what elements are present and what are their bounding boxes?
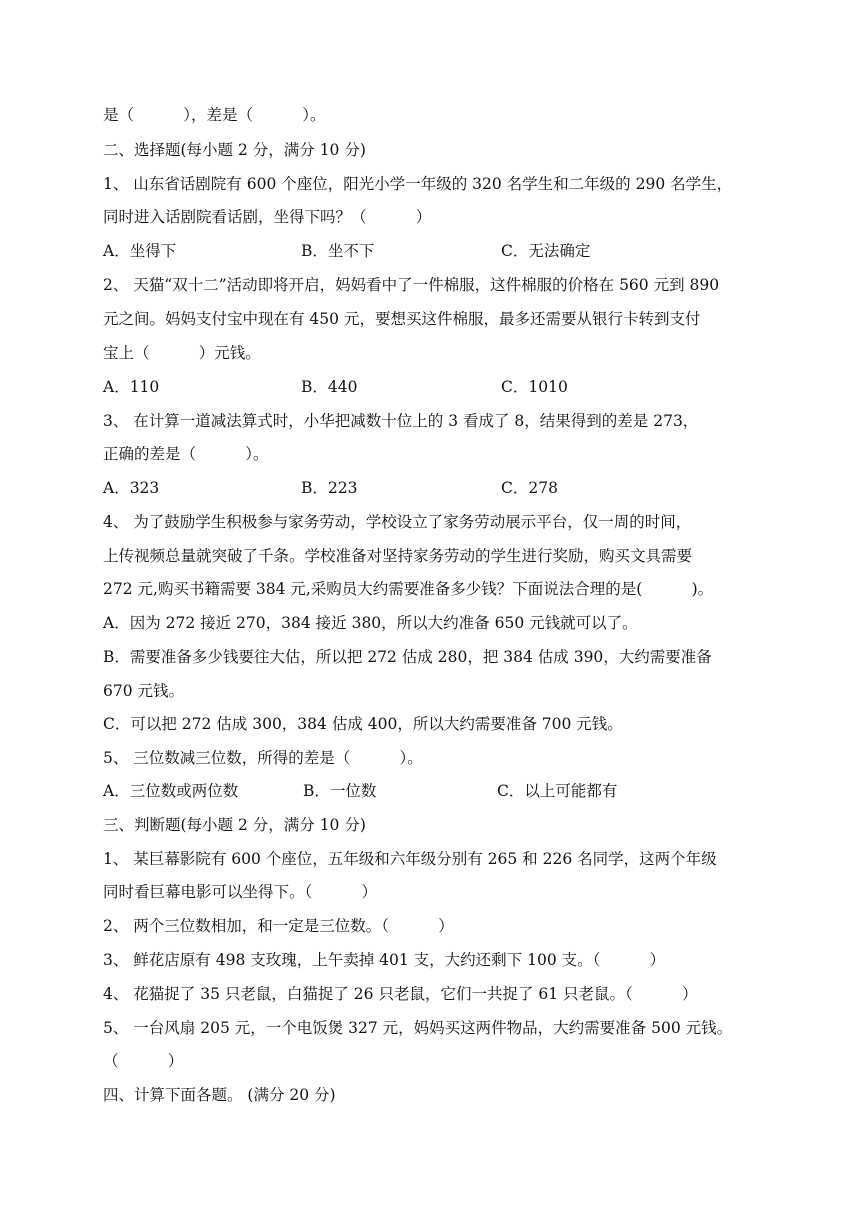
section-heading-calculation: 四、计算下面各题。 (满分 20 分) [103, 1086, 336, 1104]
question-2-text-cont: 宝上（ ）元钱。 [103, 344, 261, 362]
option-a: A．323 [103, 479, 160, 497]
option-a: A．三位数或两位数 [103, 782, 239, 800]
judgement-5-text: 5、 一台风扇 205 元，一个电饭煲 327 元，妈妈买这两件物品，大约需要准备 500 元钱。 [103, 1019, 733, 1037]
option-b: B．223 [301, 479, 358, 497]
option-a: A．坐得下 [103, 242, 177, 260]
question-1-text-cont: 同时进入话剧院看话剧，坐得下吗？（ ） [103, 208, 432, 226]
option-c: C．1010 [501, 378, 568, 396]
question-2-text-cont: 元之间。妈妈支付宝中现在有 450 元，要想买这件棉服，最多还需要从银行卡转到支付 [103, 310, 701, 328]
option-c: C．无法确定 [501, 242, 591, 260]
judgement-5-text-cont: （ ） [103, 1052, 184, 1070]
section-heading-choice: 二、选择题(每小题 2 分，满分 10 分) [103, 141, 366, 159]
judgement-1-text: 1、 某巨幕影院有 600 个座位，五年级和六年级分别有 265 和 226 名同学，这两个年级 [103, 850, 717, 868]
question-5-options [103, 780, 763, 802]
question-4-text-cont: 上传视频总量就突破了千条。学校准备对坚持家务劳动的学生进行奖励，购买文具需要 [103, 547, 693, 565]
section-heading-judgement: 三、判断题(每小题 2 分，满分 10 分) [103, 816, 366, 834]
question-4-text-cont: 272 元,购买书籍需要 384 元,采购员大约需要准备多少钱？下面说法合理的是( )。 [103, 580, 714, 598]
option-c: C．278 [501, 479, 558, 497]
option-c: C．以上可能都有 [497, 782, 618, 800]
question-4-option-b: B．需要准备多少钱要往大估，所以把 272 估成 280，把 384 估成 390，大约需要准备 [103, 648, 712, 666]
question-2-text: 2、 天猫“双十二”活动即将开启，妈妈看中了一件棉服，这件棉服的价格在 560 元到 890 [103, 276, 720, 294]
judgement-4-text: 4、 花猫捉了 35 只老鼠，白猫捉了 26 只老鼠，它们一共捉了 61 只老鼠。（ ） [103, 985, 698, 1003]
question-1-options [103, 240, 763, 262]
option-a: A．110 [103, 378, 160, 396]
question-1-text: 1、 山东省话剧院有 600 个座位，阳光小学一年级的 320 名学生和二年级的 290 名学生， [103, 175, 733, 193]
option-b: B．440 [301, 378, 358, 396]
question-4-option-b-cont: 670 元钱。 [103, 682, 185, 700]
judgement-3-text: 3、 鲜花店原有 498 支玫瑰，上午卖掉 401 支，大约还剩下 100 支。（ ） [103, 951, 666, 969]
question-4-option-a: A．因为 272 接近 270，384 接近 380，所以大约准备 650 元钱就可以了。 [103, 614, 638, 632]
judgement-2-text: 2、 两个三位数相加，和一定是三位数。（ ） [103, 917, 454, 935]
question-3-text: 3、 在计算一道减法算式时，小华把减数十位上的 3 看成了 8，结果得到的差是 273， [103, 412, 699, 430]
judgement-1-text-cont: 同时看巨幕电影可以坐得下。（ ） [103, 883, 378, 901]
question-5-text: 5、 三位数减三位数，所得的差是（ ）。 [103, 749, 423, 767]
question-3-text-cont: 正确的差是（ ）。 [103, 445, 269, 463]
question-3-options [103, 477, 763, 499]
question-4-option-c: C．可以把 272 估成 300，384 估成 400，所以大约需要准备 700 元钱。 [103, 715, 623, 733]
option-b: B．坐不下 [301, 242, 375, 260]
question-4-text: 4、 为了鼓励学生积极参与家务劳动，学校设立了家务劳动展示平台，仅一周的时间， [103, 513, 692, 531]
fill-blank-line: 是（ ），差是（ ）。 [103, 106, 326, 124]
option-b: B．一位数 [303, 782, 377, 800]
question-2-options [103, 376, 763, 398]
